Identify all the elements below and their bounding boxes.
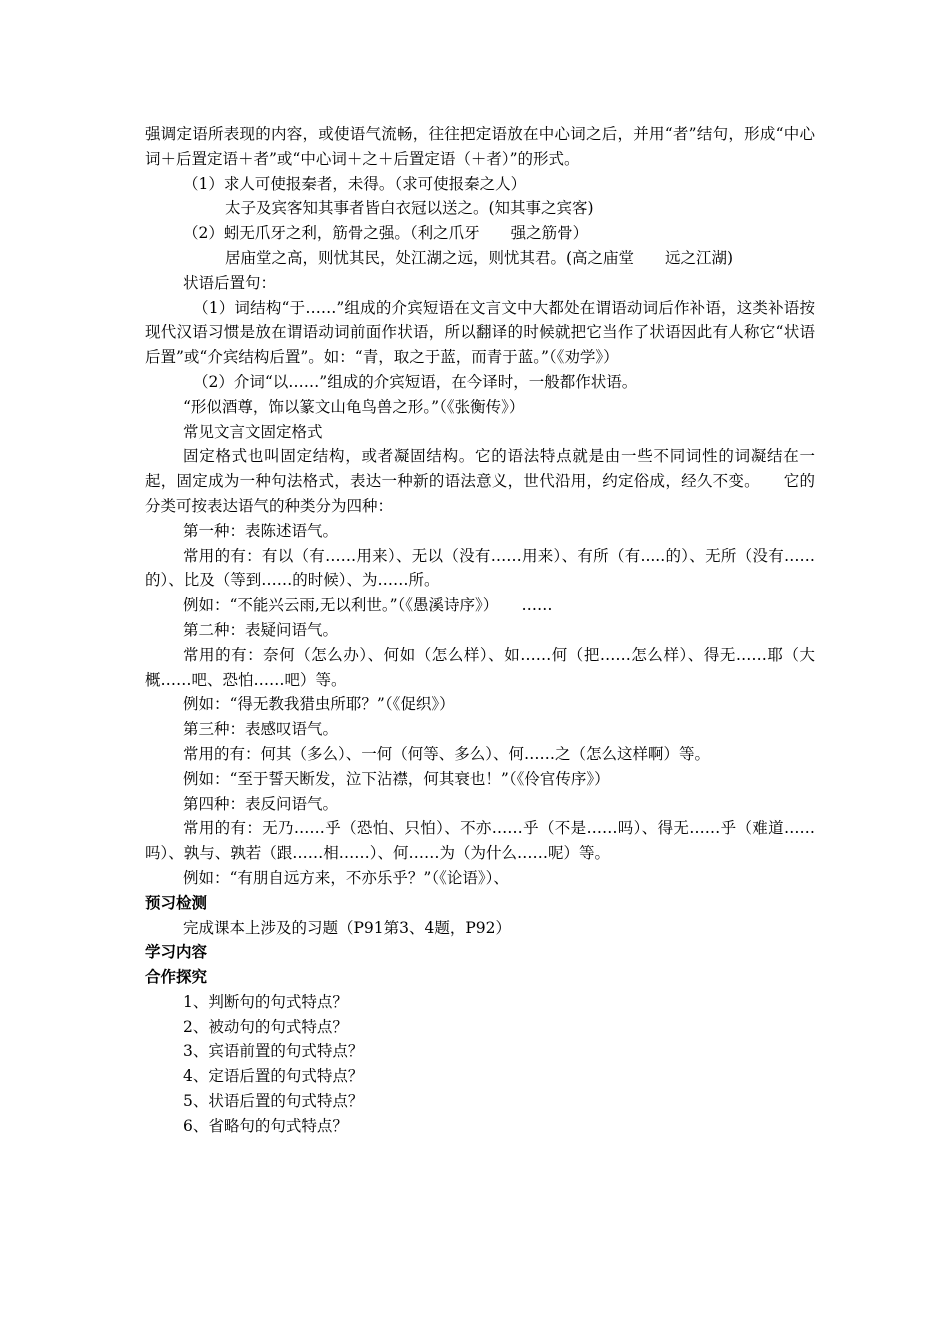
fixed-format-description: 固定格式也叫固定结构，或者凝固结构。它的语法特点就是由一些不同词性的词凝结在一起，固定成为一种句法格式，表达一种新的语法意义，世代沿用，约定俗成，经久不变。 它的分类可按表达语气的种类分为四种： [145,447,815,515]
kind-3-common: 常用的有：何其（多么）、一何（何等、多么）、何……之（怎么这样啊）等。 [183,744,711,763]
question-list [145,990,815,1139]
list-item: 4、定语后置的句式特点？ [183,1067,364,1086]
adverbial-title: 状语后置句： [183,273,277,292]
kind-2-title: 第二种：表疑问语气。 [183,620,339,639]
kind-2-example: 例如：“得无教我猎虫所耶？”（《促织》） [183,695,455,714]
example-1b: 太子及宾客知其事者皆白衣冠以送之。(知其事之宾客) [225,199,594,218]
kind-4-common: 常用的有：无乃……乎（恐怕、只怕）、不亦……乎（不是……吗）、得无……乎（难道……吗）、孰与、孰若（跟……相……）、何……为（为什么……呢）等。 [145,819,815,863]
preview-task: 完成课本上涉及的习题（P91第3、4题，P92） [183,918,512,937]
kind-4-example: 例如：“有朋自远方来，不亦乐乎？”（《论语》）、 [183,868,509,887]
kind-1-common: 常用的有：有以（有……用来）、无以（没有……用来）、有所（有.....的）、无所（没有……的）、比及（等到……的时候）、为……所。 [145,546,815,590]
document-page [145,122,815,1139]
example-1a: （1）求人可使报秦者，未得。（求可使报秦之人） [183,174,527,193]
example-2a: （2）蚓无爪牙之利，筋骨之强。（利之爪牙 强之筋骨） [183,224,589,243]
kind-3-title: 第三种：表感叹语气。 [183,720,339,739]
fixed-format-title: 常见文言文固定格式 [183,422,323,441]
example-2b: 居庙堂之高，则忧其民，处江湖之远，则忧其君。(高之庙堂 远之江湖) [225,248,734,267]
heading-preview-check: 预习检测 [145,893,208,912]
paragraph-postposed-attributive: 强调定语所表现的内容，或使语气流畅，往往把定语放在中心词之后，并用“者”结句，形成“中心词＋后置定语＋者”或“中心词＋之＋后置定语（＋者）”的形式。 [145,125,815,168]
kind-4-title: 第四种：表反问语气。 [183,794,339,813]
list-item: 5、状语后置的句式特点？ [183,1092,364,1111]
list-item: 6、省略句的句式特点？ [183,1116,348,1135]
heading-learning-content: 学习内容 [145,943,208,962]
kind-1-title: 第一种：表陈述语气。 [183,521,339,540]
adverbial-example-2: “形似酒尊，饰以篆文山龟鸟兽之形。”（《张衡传》） [183,397,525,416]
kind-2-common: 常用的有：奈何（怎么办）、何如（怎么样）、如……何（把……怎么样）、得无……耶（大概……吧、恐怕……吧）等。 [145,645,815,689]
adverbial-point-1: （1）词结构“于……”组成的介宾短语在文言文中大都处在谓语动词后作补语，这类补语按现代汉语习惯是放在谓语动词前面作状语，所以翻译的时候就把它当作了状语因此有人称它“状语后置”或“介宾结构后置”。如：“青，取之于蓝，而青于蓝。”（《劝学》） [145,298,815,367]
kind-1-example: 例如：“不能兴云雨,无以利世。”（《愚溪诗序》） …… [183,596,553,615]
kind-3-example: 例如：“至于誓天断发，泣下沾襟，何其衰也！”（《伶官传序》） [183,769,610,788]
list-item: 1、判断句的句式特点？ [183,992,348,1011]
heading-cooperative-inquiry: 合作探究 [145,968,208,987]
list-item: 3、宾语前置的句式特点？ [183,1042,364,1061]
list-item: 2、被动句的句式特点？ [183,1017,348,1036]
adverbial-point-2: （2）介词“以……”组成的介宾短语，在今译时，一般都作状语。 [193,372,638,391]
